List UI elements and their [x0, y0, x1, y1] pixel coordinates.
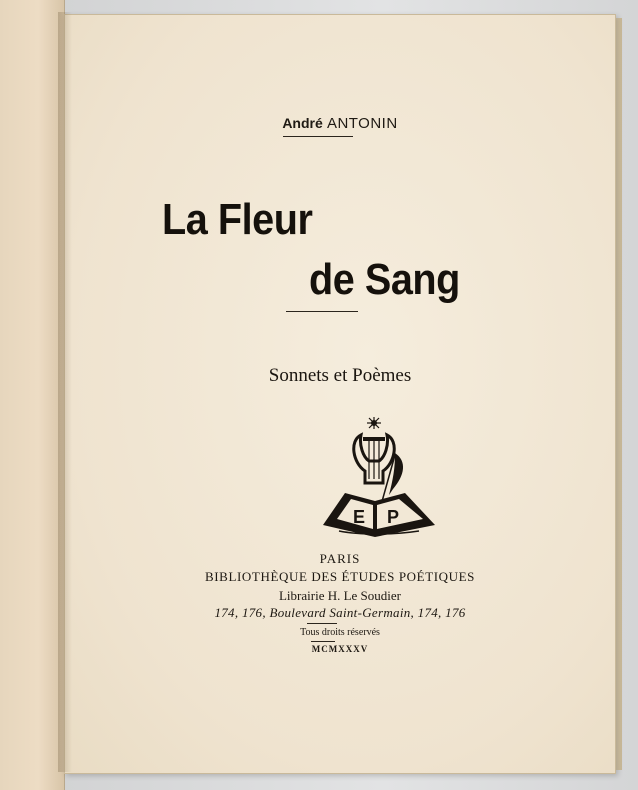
author-first-name: André — [282, 115, 323, 131]
lyre-book-quill-emblem-icon — [309, 413, 449, 548]
imprint-bookseller: Librairie H. Le Soudier — [278, 588, 401, 603]
author-rule — [283, 136, 353, 137]
title-rule — [286, 311, 358, 312]
author-name — [65, 115, 615, 132]
book-cover-left — [0, 0, 65, 790]
imprint-address: 174, 176, Boulevard Saint-Germain, 174, 176 — [214, 605, 466, 620]
title-line-1: La Fleur — [162, 195, 313, 244]
rights-rule — [307, 623, 337, 624]
imprint-publisher: BIBLIOTHÈQUE DES ÉTUDES POÉTIQUES — [204, 569, 476, 584]
subtitle: Sonnets et Poèmes — [268, 365, 412, 386]
publication-year: MCMXXXV — [311, 644, 369, 654]
author-last-name: ANTONIN — [326, 115, 398, 132]
title-page — [64, 14, 616, 774]
year-rule — [311, 641, 335, 642]
gutter-shadow — [58, 12, 72, 772]
imprint-place: PARIS — [319, 551, 361, 566]
title-line-2: de Sang — [309, 255, 460, 304]
rights-notice: Tous droits réservés — [300, 627, 380, 638]
emblem-letter-e: E — [352, 507, 366, 527]
emblem-letter-p: P — [386, 507, 400, 527]
